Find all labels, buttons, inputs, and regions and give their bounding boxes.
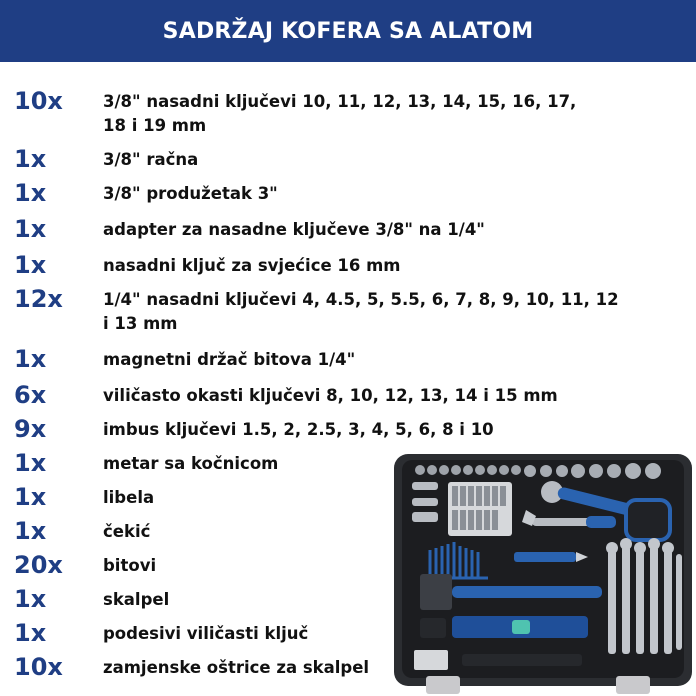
item-description: bitovi bbox=[103, 556, 157, 575]
item-description: adapter za nasadne ključeve 3/8" na 1/4" bbox=[103, 220, 485, 239]
item-quantity: 1x bbox=[14, 251, 47, 279]
item-description: imbus ključevi 1.5, 2, 2.5, 3, 4, 5, 6, 8 i 10 bbox=[103, 420, 494, 439]
item-description: magnetni držač bitova 1/4" bbox=[103, 350, 356, 369]
item-quantity: 6x bbox=[14, 381, 47, 409]
item-description: 1/4" nasadni ključevi 4, 4.5, 5, 5.5, 6, 7, 8, 9, 10, 11, 12 i 13 mm bbox=[103, 290, 619, 333]
item-description: 3/8" nasadni ključevi 10, 11, 12, 13, 14, 15, 16, 17, 18 i 19 mm bbox=[103, 92, 577, 135]
case-latch-left bbox=[426, 676, 460, 694]
item-description: libela bbox=[103, 488, 155, 507]
item-description: 3/8" produžetak 3" bbox=[103, 184, 278, 203]
item-quantity: 1x bbox=[14, 585, 47, 613]
case-latch-right bbox=[616, 676, 650, 694]
adapter-part bbox=[412, 498, 438, 506]
header-banner bbox=[0, 0, 696, 62]
item-quantity: 12x bbox=[14, 285, 63, 313]
item-quantity: 1x bbox=[14, 145, 47, 173]
tape-measure-icon bbox=[626, 500, 670, 540]
scalpel-icon bbox=[514, 552, 588, 562]
item-quantity: 20x bbox=[14, 551, 63, 579]
item-description: zamjenske oštrice za skalpel bbox=[103, 658, 370, 677]
item-description: nasadni ključ za svjećice 16 mm bbox=[103, 256, 401, 275]
item-quantity: 1x bbox=[14, 215, 47, 243]
spark-plug-socket bbox=[412, 512, 438, 522]
item-quantity: 1x bbox=[14, 619, 47, 647]
extension-bar bbox=[412, 482, 438, 490]
item-description: 3/8" račna bbox=[103, 150, 199, 169]
page-title: SADRŽAJ KOFERA SA ALATOM bbox=[162, 18, 534, 44]
blade-box bbox=[414, 650, 448, 670]
tool-case-image bbox=[390, 450, 696, 696]
item-description: skalpel bbox=[103, 590, 170, 609]
item-description: metar sa kočnicom bbox=[103, 454, 279, 473]
case-slot bbox=[462, 654, 582, 666]
item-quantity: 1x bbox=[14, 449, 47, 477]
level-icon bbox=[420, 616, 588, 638]
item-description: viličasto okasti ključevi 8, 10, 12, 13, 14 i 15 mm bbox=[103, 386, 558, 405]
item-quantity: 1x bbox=[14, 517, 47, 545]
item-quantity: 1x bbox=[14, 179, 47, 207]
item-quantity: 1x bbox=[14, 345, 47, 373]
item-quantity: 9x bbox=[14, 415, 47, 443]
item-description: podesivi viličasti ključ bbox=[103, 624, 309, 643]
item-quantity: 10x bbox=[14, 87, 63, 115]
item-quantity: 1x bbox=[14, 483, 47, 511]
item-description: čekić bbox=[103, 522, 151, 541]
item-quantity: 10x bbox=[14, 653, 63, 681]
